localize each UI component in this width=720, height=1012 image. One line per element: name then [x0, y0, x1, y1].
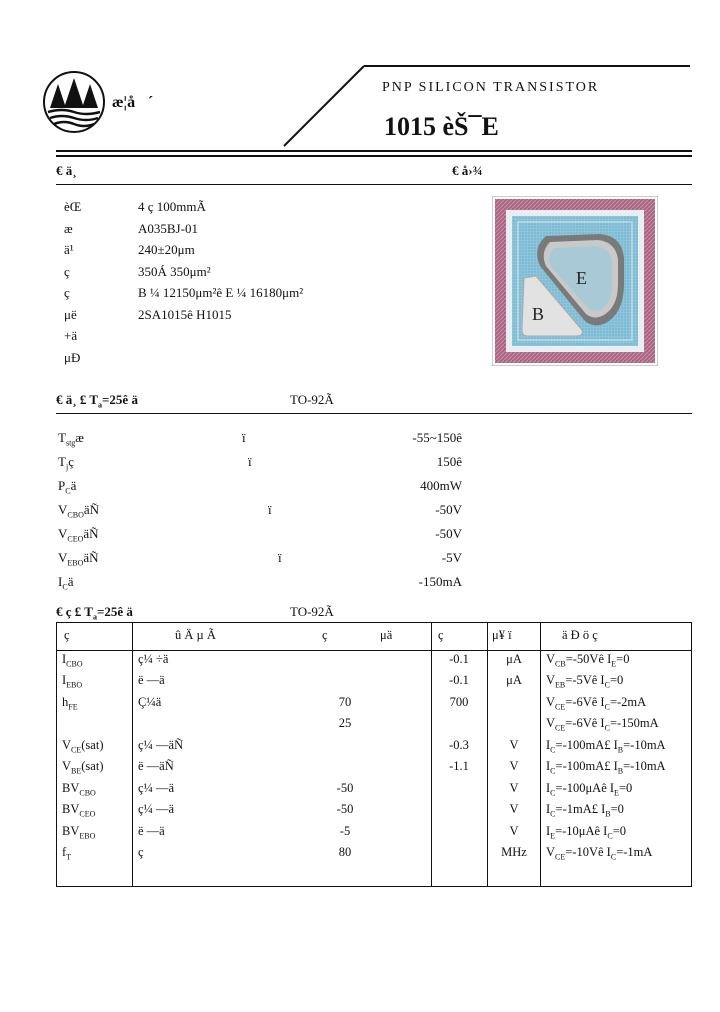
abs-name: äÑ [83, 526, 99, 541]
part-number [384, 112, 499, 142]
cell-unit: V [509, 759, 519, 773]
abs-value: -150mA [418, 574, 462, 589]
abs-row [58, 570, 462, 594]
abs-mid: ï [268, 502, 272, 517]
chip-diagram-title: € å›¾ [452, 163, 483, 178]
table-row [0, 673, 720, 694]
company-name: æ¦å ´ [112, 94, 154, 111]
cell-conditions: $I_C=-1mA£$ $I_B=0$ [546, 802, 624, 819]
cell-min: 25 [338, 716, 352, 730]
chip-param-values [138, 196, 303, 325]
die-label-e: E [576, 268, 587, 288]
table-row [0, 845, 720, 866]
cell-unit: μA [506, 673, 522, 687]
chip-param-label: μÐ [64, 349, 81, 365]
abs-mid: ï [248, 454, 252, 469]
col-header-typ: μä [380, 628, 393, 642]
cell-max: -0.1 [449, 673, 469, 687]
abs-sym: $V_{CBO}$ [58, 502, 84, 520]
cell-unit: V [509, 824, 519, 838]
cell-name: ç [138, 845, 144, 859]
chip-param-label: èŒ [64, 199, 82, 214]
chip-param-value: 350Á 350μm² [138, 263, 211, 279]
cell-unit: V [509, 802, 519, 816]
abs-package: TO-92Ã [290, 392, 334, 407]
cell-min: -50 [336, 802, 354, 816]
cell-name: ç¼ —äÑ [138, 738, 184, 752]
cell-name: ç¼ ÷ä [138, 652, 169, 666]
abs-value: 150ê [436, 454, 462, 469]
cell-conditions: $V_{EB}=-5Vê$ $I_C=0$ [546, 673, 624, 690]
elec-package: TO-92Ã [290, 604, 334, 619]
product-type: PNP SILICON TRANSISTOR [382, 80, 600, 95]
header-rule-bottom [56, 155, 692, 157]
cell-name: ë —äÑ [138, 759, 174, 773]
cell-name: ë —ä [138, 824, 165, 838]
abs-value: 400mW [420, 478, 462, 493]
cell-max: -1.1 [449, 759, 469, 773]
elec-section-title: € ç £ $T_a=25ê$ ä [56, 604, 133, 622]
abs-mid: ï [242, 430, 246, 445]
table-row [0, 824, 720, 845]
abs-name: æ [75, 430, 84, 445]
table-row [0, 781, 720, 802]
abs-name: äÑ [83, 502, 100, 517]
elec-title-temp: =25ê ä [96, 604, 133, 619]
cell-symbol: $V_{BE}(sat)$ [62, 759, 104, 776]
abs-name: ç [68, 454, 74, 469]
abs-section-title: € ä¸ £ $T_a=25ê$ ä [56, 392, 138, 410]
table-row [0, 695, 720, 716]
cell-conditions: $V_{CB}=-50Vê$ $I_E=0$ [546, 652, 630, 669]
chip-section-rule [56, 184, 692, 185]
abs-sym: $P_C$ [58, 478, 71, 496]
chip-param-label: ä¹ [64, 242, 74, 257]
cell-symbol: $V_{CE}(sat)$ [62, 738, 104, 755]
cell-max: 700 [449, 695, 469, 709]
col-header-max: ç [438, 628, 444, 642]
die-label-b: B [532, 304, 545, 324]
cell-name: Ç¼ä [138, 695, 162, 709]
cell-symbol: $BV_{CEO}$ [62, 802, 96, 819]
cell-conditions: $V_{CE}=-6Vê$ $I_C=-2mA$ [546, 695, 647, 712]
cell-min: -5 [339, 824, 351, 838]
col-header-unit: μ¥ ï [492, 628, 512, 642]
abs-title-temp: =25ê ä [102, 392, 138, 407]
abs-title-text: € ä¸ £ T [56, 392, 99, 407]
abs-sym: $V_{EBO}$ [58, 550, 84, 568]
abs-row [58, 498, 462, 522]
chip-param-label: ç [64, 263, 70, 279]
col-header-symbol: ç [64, 628, 70, 642]
abs-row [58, 426, 462, 450]
cell-min: -50 [336, 781, 354, 795]
cell-symbol: $h_{FE}$ [62, 695, 78, 712]
cell-conditions: $I_E=-10\mu Aê$ $I_C=0$ [546, 824, 626, 841]
cell-min: 80 [338, 845, 352, 859]
abs-value: -55~150ê [412, 430, 462, 445]
part-number-value: 1015 [384, 112, 436, 141]
cell-symbol: $BV_{CBO}$ [62, 781, 96, 798]
table-row [0, 652, 720, 673]
cell-unit: V [509, 738, 519, 752]
abs-row [58, 546, 462, 570]
cell-unit: μA [506, 652, 522, 666]
abs-name: äÑ [83, 550, 99, 565]
chip-param-value: A035BJ-01 [138, 220, 198, 236]
cell-symbol: $f_T$ [62, 845, 72, 862]
table-row [0, 759, 720, 780]
abs-row [58, 522, 462, 546]
cell-conditions: $V_{CE}=-10Vê$ $I_C=-1mA$ [546, 845, 653, 862]
cell-conditions: $I_C=-100mA£$ $I_B=-10mA$ [546, 738, 666, 755]
abs-sym: $V_{CEO}$ [58, 526, 84, 544]
company-logo-icon [42, 68, 110, 136]
cell-name: ç¼ —ä [138, 781, 175, 795]
die-layout-image [492, 196, 658, 366]
cell-name: ë —ä [138, 673, 165, 687]
cell-unit: MHz [501, 845, 527, 859]
abs-value: -50V [435, 502, 462, 517]
abs-value: -50V [435, 526, 462, 541]
abs-mid: ï [278, 550, 282, 565]
chip-param-label: ç [64, 285, 70, 300]
cell-symbol: $BV_{EBO}$ [62, 824, 96, 841]
abs-section-rule [56, 413, 692, 414]
cell-unit: V [509, 781, 519, 795]
table-row [0, 802, 720, 823]
col-header-conditions: ä Ð ö ç [562, 628, 598, 642]
abs-ratings-list [58, 426, 462, 594]
table-row [0, 738, 720, 759]
abs-row [58, 474, 462, 498]
chip-param-label: +ä [64, 328, 78, 343]
col-header-min: ç [322, 628, 328, 642]
header-rule-top [56, 150, 692, 152]
cell-symbol: $I_{CBO}$ [62, 652, 83, 669]
chip-param-value: 2SA1015ê H1015 [138, 306, 232, 322]
part-number-suffix: èŠ¯E [442, 112, 499, 141]
chip-section-title: € ä¸ [56, 163, 77, 178]
cell-max: -0.1 [449, 652, 469, 666]
cell-conditions: $I_C=-100mA£$ $I_B=-10mA$ [546, 759, 666, 776]
cell-conditions: $I_C=-100\mu Aê$ $I_E=0$ [546, 781, 633, 798]
abs-sym: $I_C$ [58, 574, 68, 592]
col-header-name: û Ä µ Ã [175, 628, 216, 642]
chip-param-value: 4 ç 100mmÃ [138, 199, 206, 214]
abs-value: -5V [441, 550, 462, 565]
cell-min: 70 [338, 695, 352, 709]
abs-name: ä [67, 574, 74, 589]
cell-name: ç¼ —ä [138, 802, 175, 816]
chip-param-value: B ¼ 12150μm²ê E ¼ 16180μm² [138, 285, 304, 300]
table-row [0, 716, 720, 737]
chip-param-value: 240±20μm [138, 242, 195, 257]
elec-title-text: € ç £ T [56, 604, 93, 619]
cell-conditions: $V_{CE}=-6Vê$ $I_C=-150mA$ [546, 716, 659, 733]
cell-symbol: $I_{EBO}$ [62, 673, 83, 690]
chip-param-label: æ [64, 220, 73, 236]
chip-param-labels [64, 196, 81, 368]
header-divider [56, 650, 692, 651]
cell-max: -0.3 [449, 738, 469, 752]
chip-param-label: μë [64, 306, 77, 322]
abs-sym: $T_j$ [58, 454, 69, 472]
abs-name: ä [70, 478, 77, 493]
abs-sym: $T_{stg}$ [58, 430, 76, 448]
abs-row [58, 450, 462, 474]
